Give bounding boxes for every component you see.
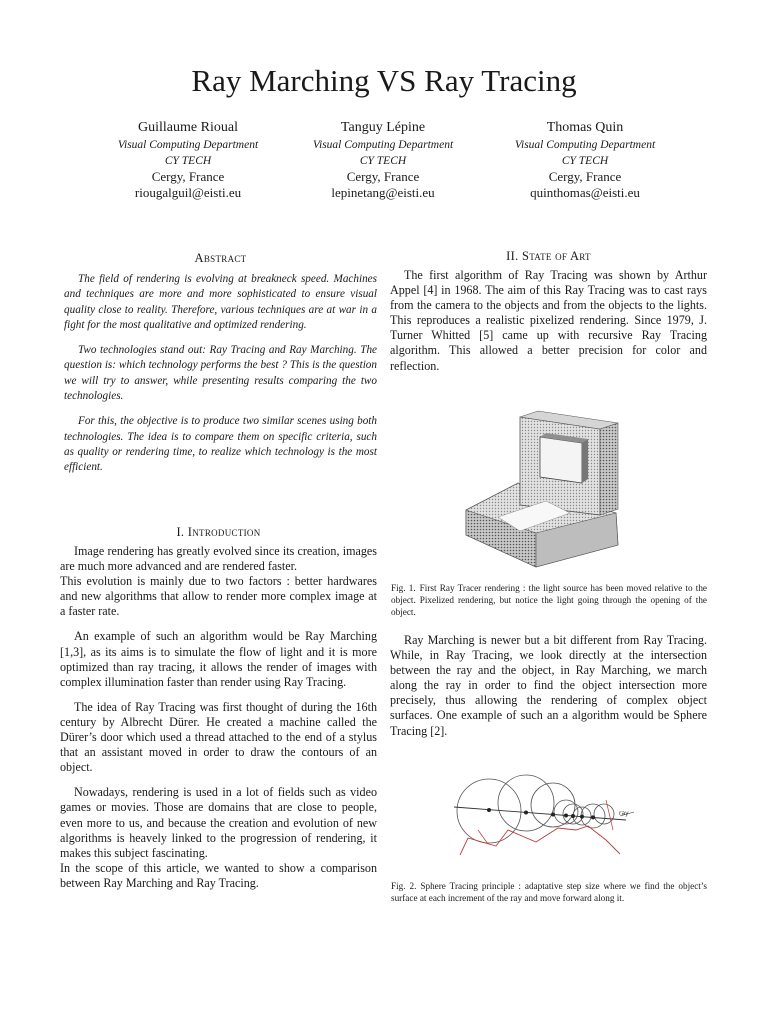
paper-title: Ray Marching VS Ray Tracing (191, 63, 577, 98)
figure-2-text: Sphere Tracing principle : adaptative step size where we find the object’s surface at each increment of the ray and move forward along it. (391, 881, 707, 903)
ray-label: ray (619, 810, 629, 817)
author-name: Thomas Quin (546, 120, 624, 135)
author-dept: Visual Computing Department (514, 139, 656, 151)
introduction-heading: I. Introduction (176, 525, 261, 539)
abstract-paragraph: The field of rendering is evolving at breakneck speed. Machines and techniques are more and more sophisticated to ensure visual quality close to reality. Therefore, various techniques are at war in a fight for the most qualitative and optimized rendering. (64, 273, 377, 331)
author-city: Cergy, France (548, 169, 622, 184)
author-org: CY TECH (164, 155, 212, 167)
author-city: Cergy, France (151, 169, 225, 184)
author-org: CY TECH (561, 155, 609, 167)
author-name: Tanguy Lépine (340, 120, 426, 135)
state-of-art-heading: II. State of Art (506, 249, 591, 263)
intro-paragraph: An example of such an algorithm would be Ray Marching [1,3], as its aims is to simulate the flow of light and it is more optimized than ray tracing, it allows the render of images with complex illumination faster than render using Ray Tracing. (60, 629, 377, 689)
abstract-heading: Abstract (194, 251, 247, 265)
figure-2-caption (391, 880, 707, 904)
intro-paragraph: In the scope of this article, we wanted to show a comparison between Ray Marching and Ray Tracing. (60, 860, 377, 890)
figure-1-text: First Ray Tracer rendering : the light source has been moved relative to the object. Pixelized rendering, but notice the light going through the opening of the object. (391, 583, 707, 617)
intro-paragraph: This evolution is mainly due to two factors : better hardwares and new algorithms that allow to render more complex image at a faster rate. (60, 574, 377, 619)
intro-paragraph: The idea of Ray Tracing was first thought of during the 16th century by Albrecht Dürer. He created a machine called the Dürer’s door which used a thread attached to the end of a stylus that an assistant moved in order to draw the contours of an object. (60, 699, 377, 775)
author-city: Cergy, France (346, 169, 420, 184)
introduction-section (60, 524, 377, 891)
state-of-art-paragraph: The first algorithm of Ray Tracing was shown by Arthur Appel [4] in 1968. The aim of this Ray Tracing was to cast rays from the camera to the objects and from the objects to the lights. This reproduces a realistic pixelized rendering. Since 1979, J. Turner Whitted [5] came up with recursive Ray Tracing algorithm. This allowed a better precision for color and reflection. (390, 268, 707, 373)
figure-1-caption (391, 582, 707, 618)
author-email: riougalguil@eisti.eu (134, 185, 242, 200)
author-dept: Visual Computing Department (117, 139, 259, 151)
author-name: Guillaume Rioual (138, 120, 238, 135)
author-email: lepinetang@eisti.eu (331, 185, 435, 200)
state-of-art-paragraph: Ray Marching is newer but a bit different from Ray Tracing. While, in Ray Tracing, we look directly at the intersection between the ray and the object, in Ray Marching, we march along the ray in order to find the object intersection more precisely, thus allowing the rendering of complex object surfaces. One example of such an a algorithm would be Sphere Tracing [2]. (390, 633, 707, 738)
figure-2-label: Fig. 2. (391, 881, 417, 891)
intro-paragraph: Image rendering has greatly evolved since its creation, images are much more advanced and are rendered faster. (60, 544, 377, 574)
abstract-section (64, 250, 377, 476)
author-block-3 (470, 118, 700, 201)
state-of-art-section (390, 248, 707, 374)
author-email: quinthomas@eisti.eu (530, 185, 640, 200)
author-block-2 (268, 118, 498, 201)
author-org: CY TECH (359, 155, 407, 167)
figure-2-sphere-tracing-diagram (448, 760, 648, 865)
figure-1-ray-tracer-rendering (458, 405, 648, 570)
abstract-paragraph: For this, the objective is to produce two similar scenes using both technologies. The idea is to compare them on specific criteria, such as quality or rendering time, to realize which technology is the most efficient. (64, 415, 377, 474)
intro-paragraph: Nowadays, rendering is used in a lot of fields such as video games or movies. Those are domains that are close to people, even more to us, and because the creation and evolution of new algorithms is heavely linked to the progression of rendering, it makes this subject fascinating. (60, 785, 377, 860)
figure-1-label: Fig. 1. (391, 583, 416, 593)
abstract-paragraph: Two technologies stand out: Ray Tracing and Ray Marching. The question is: which technology performs the best ? This is the question we will try to answer, while presenting results comparing the two technologies. (64, 344, 377, 403)
ray-marching-paragraph-block (390, 633, 707, 739)
author-dept: Visual Computing Department (312, 139, 454, 151)
